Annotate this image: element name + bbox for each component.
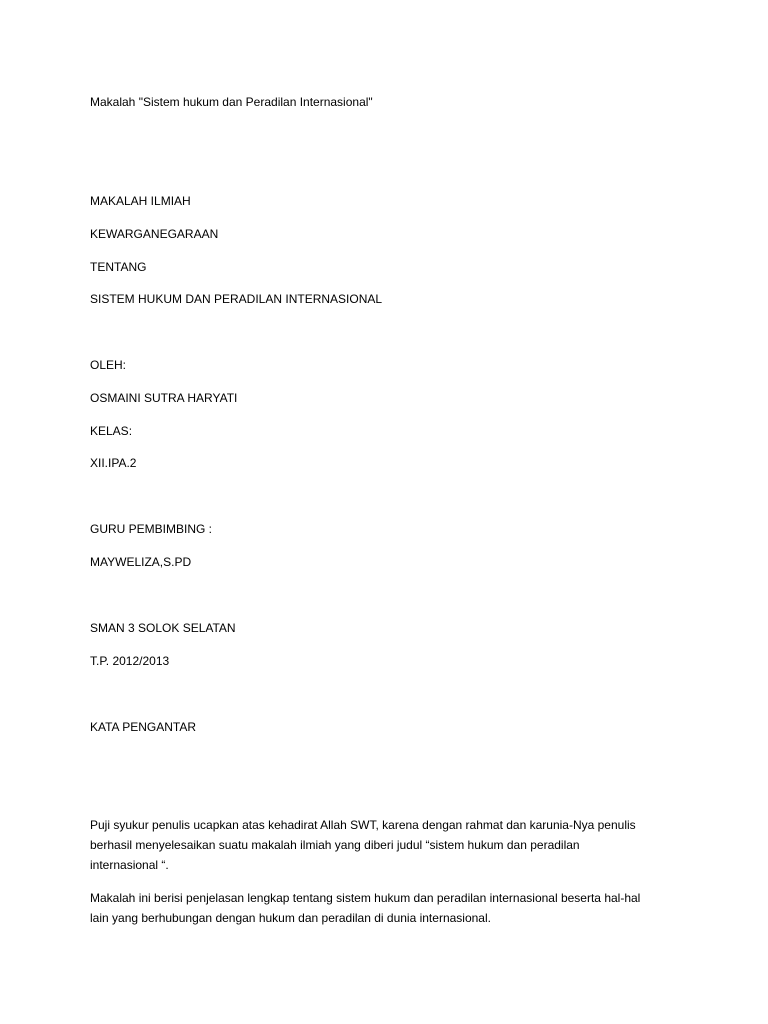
foreword-paragraph-1-line-2: berhasil menyelesaikan suatu makalah ilmiah yang diberi judul “sistem hukum dan peradilan bbox=[90, 838, 580, 852]
foreword-heading: KATA PENGANTAR bbox=[90, 720, 197, 734]
foreword-paragraph-1-line-3: internasional “. bbox=[90, 858, 169, 872]
document-title: Makalah "Sistem hukum dan Peradilan Internasional" bbox=[90, 95, 373, 109]
cover-class-value: XII.IPA.2 bbox=[90, 456, 137, 470]
cover-author: OSMAINI SUTRA HARYATI bbox=[90, 391, 238, 405]
cover-about-label: TENTANG bbox=[90, 260, 147, 274]
foreword-paragraph-2-line-1: Makalah ini berisi penjelasan lengkap tentang sistem hukum dan peradilan internasional beserta hal-hal bbox=[90, 891, 641, 905]
cover-teacher-label: GURU PEMBIMBING : bbox=[90, 522, 213, 536]
foreword-paragraph-2-line-2: lain yang berhubungan dengan hukum dan peradilan di dunia internasional. bbox=[90, 911, 491, 925]
cover-class-label: KELAS: bbox=[90, 424, 133, 438]
cover-type-label: MAKALAH ILMIAH bbox=[90, 194, 191, 208]
cover-school-year: T.P. 2012/2013 bbox=[90, 654, 170, 668]
cover-subject: KEWARGANEGARAAN bbox=[90, 227, 219, 241]
foreword-paragraph-1-line-1: Puji syukur penulis ucapkan atas kehadirat Allah SWT, karena dengan rahmat dan karunia-Nya penulis bbox=[90, 818, 636, 832]
cover-topic: SISTEM HUKUM DAN PERADILAN INTERNASIONAL bbox=[90, 292, 383, 306]
cover-school: SMAN 3 SOLOK SELATAN bbox=[90, 621, 236, 635]
cover-by-label: OLEH: bbox=[90, 358, 127, 372]
cover-teacher-name: MAYWELIZA,S.PD bbox=[90, 555, 192, 569]
